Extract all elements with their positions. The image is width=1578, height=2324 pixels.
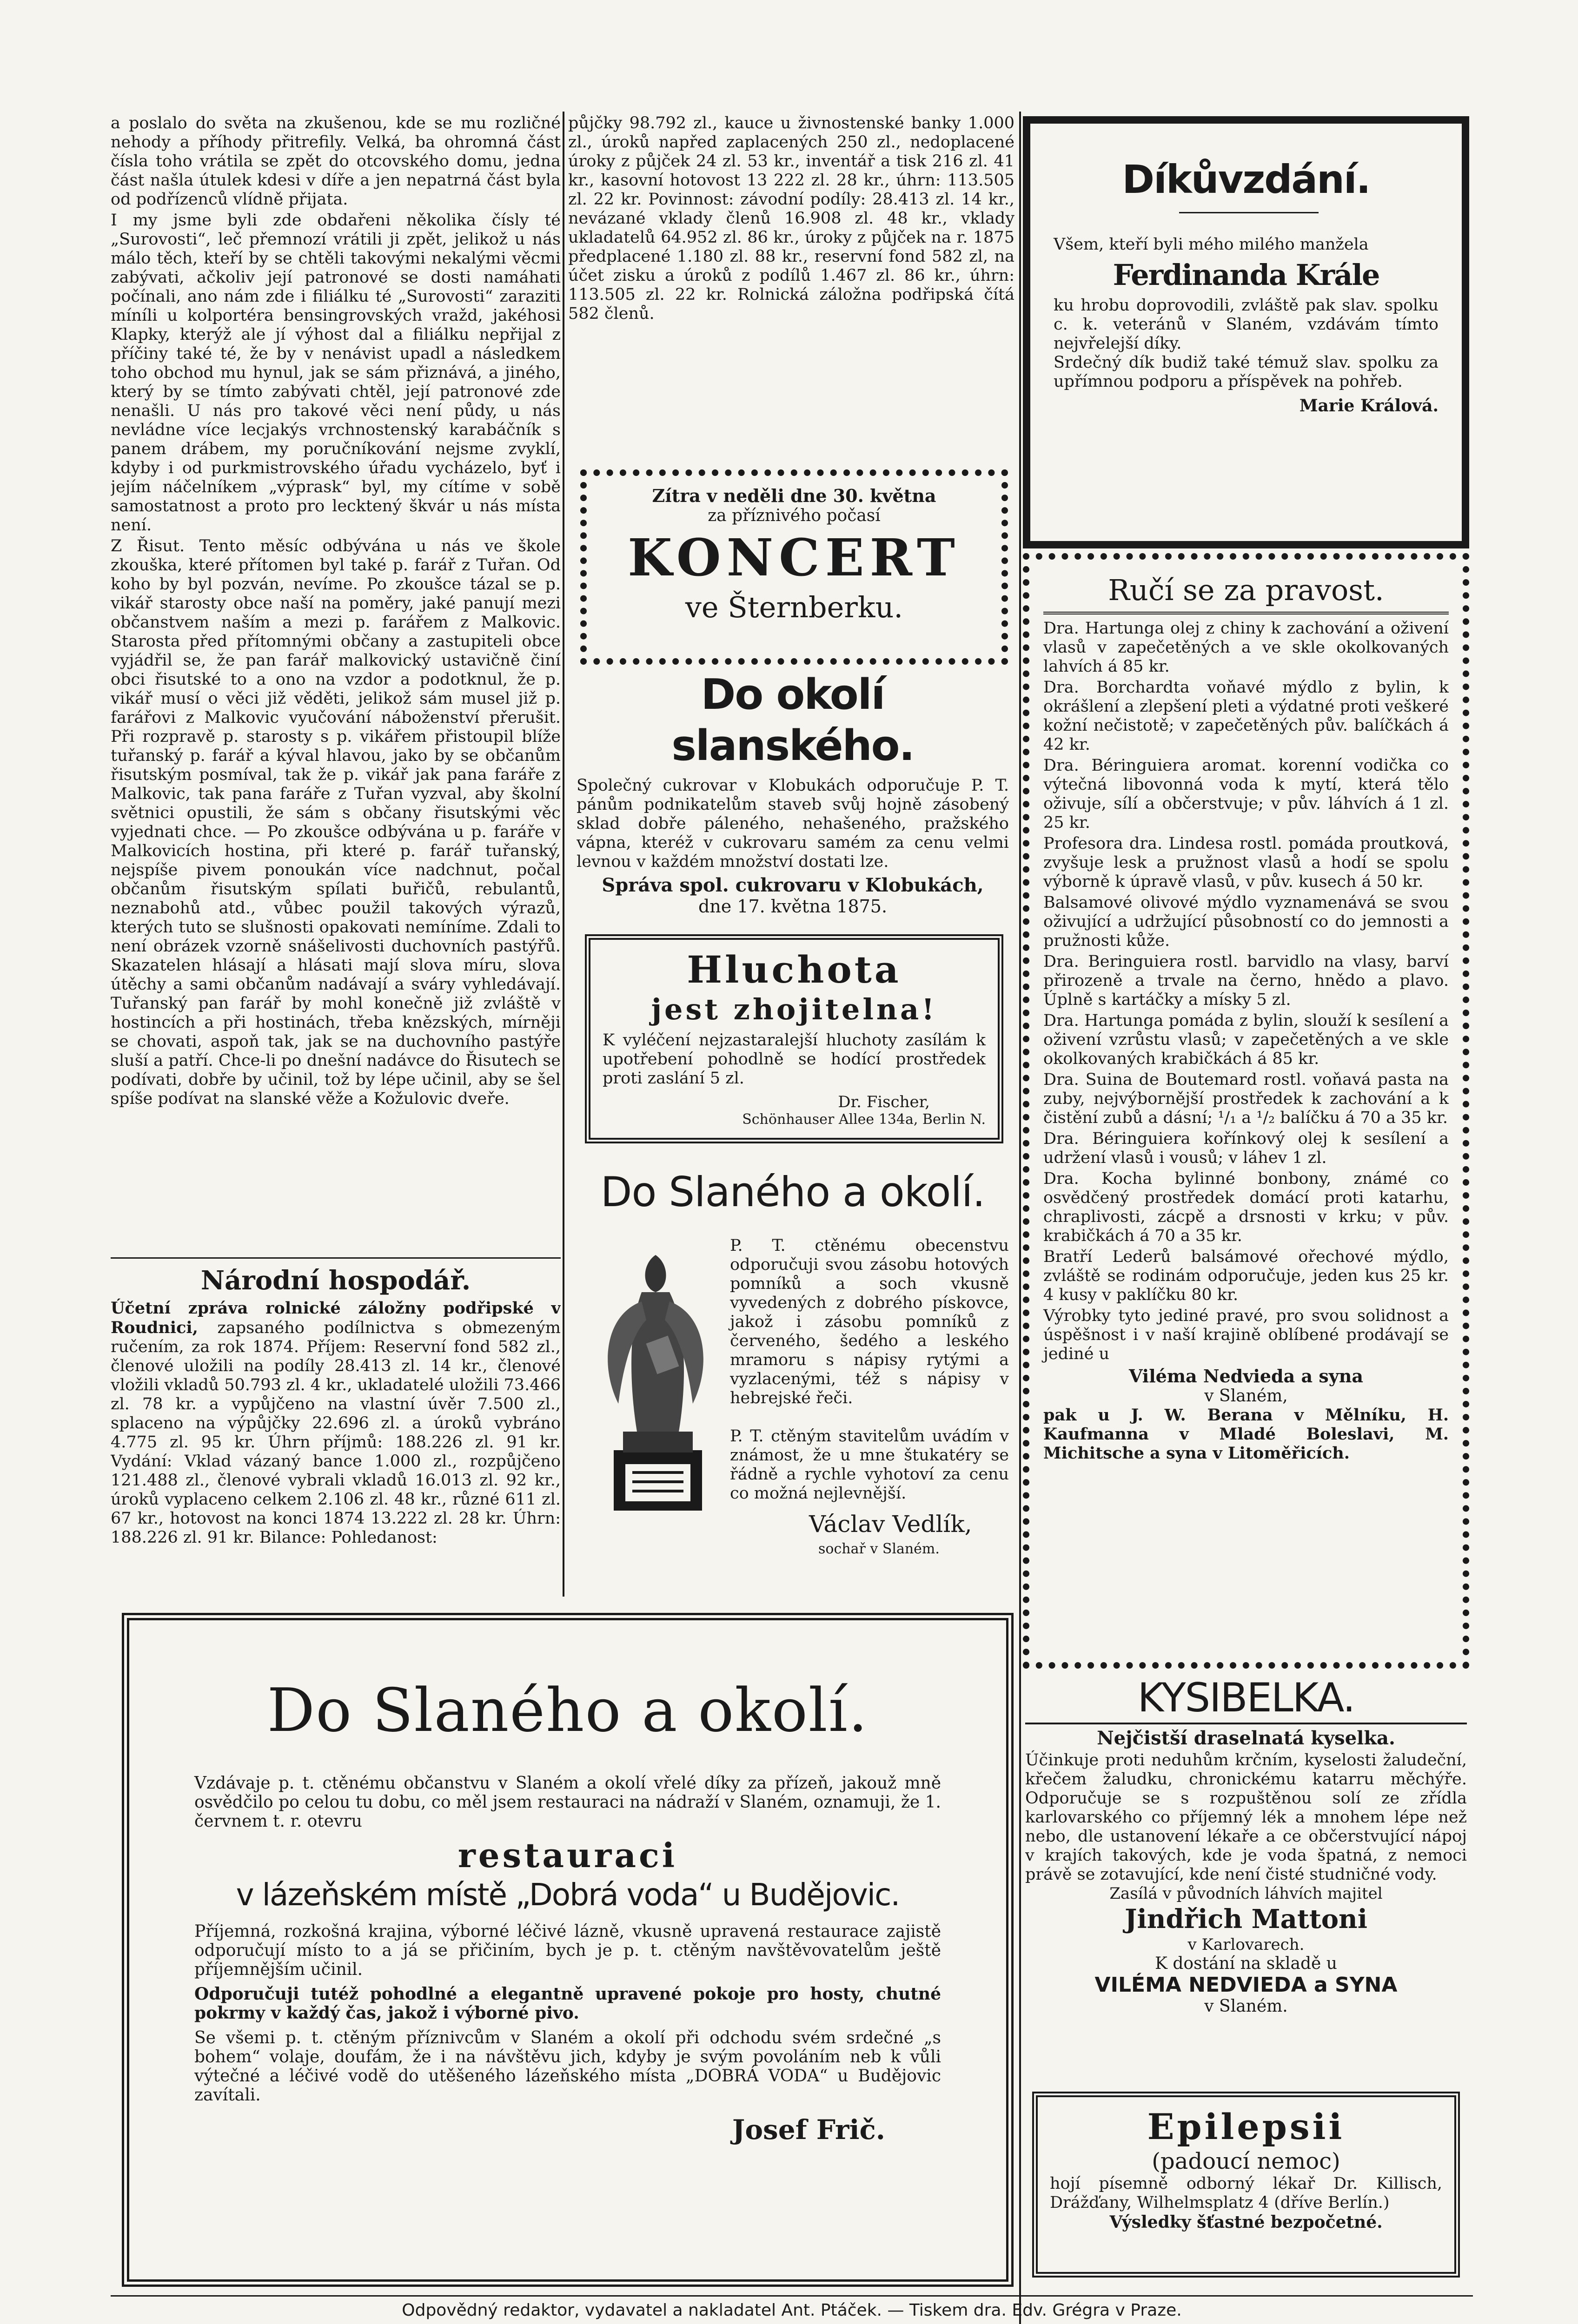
economy-report-continued: půjčky 98.792 zl., kauce u živnostenské banky 1.000 zl., úroků napřed zaplacených 250 zl., nedoplacené úroky z půjček 24 zl. 53 kr., inventář a tisk 216 zl. 41 kr., kasovní hotovost 13 222 zl. 28 kr., úhrn: 113.505 zl. 22 kr. Povinnost: závodní podíly: 28.413 zl. 14 kr., nevázané vklady členů 16.908 zl. 48 kr., vklady ukladatelů 64.952 zl. 86 kr., úroky z půjček na r. 1875 předplacené 1.180 zl. 88 kr., reservní fond 582 zl, na účet zisku a úroků z podílů 1.467 zl. 86 kr., úhrn: 113.505 zl. 22 kr. Rolnická záložna podřipská čítá 582 členů.	[568, 114, 1014, 323]
footer-imprint: Odpovědný redaktor, vydavatel a nakladatel Ant. Ptáček. — Tiskem dra. Edv. Grégra v Praze.	[402, 2301, 1182, 2320]
thanks-text-3: Srdečný dík budiž také témuž slav. spolku za upřímnou podporu a příspěvek na pohřeb.	[1054, 353, 1439, 391]
restaurant-word: restauraci	[457, 1835, 678, 1875]
epilepsy-title: Epilepsii	[1147, 2106, 1345, 2147]
thanks-rule	[1179, 212, 1319, 213]
thanks-text-1: Všem, kteří byli mého milého manžela	[1054, 235, 1369, 254]
paragraph-intro: a poslalo do světa na zkušenou, kde se mu rozličné nehody a příhody přitrefily. Velká, ba ohromná část čísla toho vrátila se zpět do otcovského domu, jedna část našla útulek kdesi v díře a jen nepatrná část byla od podřízenců vlídně přijata.	[111, 114, 561, 209]
sculptor-title: Do Slaného a okolí.	[600, 1168, 985, 1216]
concert-place: ve Šternberku.	[685, 590, 903, 624]
column-1	[111, 114, 561, 1267]
sculptor-role: sochař v Slaném.	[818, 1541, 940, 1557]
paragraph-surovost: I my jsme byli zde obdařeni několika čísly té „Surovosti“, leč přemnozí vrátili ji zpět, jelikož u nás málo těch, kteří by se chtěli takovými nekalými věcmi zabývati, ačkoliv její patronové se dosti namáhati počínali, ano nám zde i filiálku té „Surovosti“ zaraziti míníli u kolportéra bensingrovských vražd, jakéhosi Klapky, kterýž ale jí výhost dal a filiálku nepřijal z příčiny také té, že by v nenávist upadl a následkem toho obchod mu hynul, jak se sám přiznává, a jiného, který by se tímto zabývati chtěl, její patronové zde nenašli. U nás pro takové věci není půdy, u nás nevládne více lecjakýs vrchnostenský karabáčník s panem drábem, my poručníkování nejsme zvyklí, kdyby i od purkmistrovského úřadu vycházelo, byť i jejím náčelníkem „výprask“ byl, my cítíme v sobě samostatnost a proto pro lecktený škvár u nás místa není.	[111, 211, 561, 535]
concert-date: Zítra v neděli dne 30. května	[652, 485, 936, 506]
kysibelka-seller-town: v Slaném.	[1204, 1997, 1288, 2016]
section-rule	[111, 1257, 561, 1259]
paragraph-risut: Z Řisut. Tento měsíc odbývána u nás ve škole zkouška, které přítomen byl také p. farář z Tuřan. Od koho by byl pozván, nevíme. Po zkoušce tázal se p. vikář starosty obce naší na poměry, jaké panují mezi občanstvem naším a mezi p. farářem z Malkovic. Starosta před přítomnými občany a zastupiteli obce vyjádřil se, že pan farář malkovický ustavičně činí obci řisutské to a ono na vzdor a podotknul, že p. vikář musí o věci již věděti, jelikož sám musel již p. farářovi z Malkovic vyučování náboženství přerušit. Při rozpravě p. starosty s p. vikářem přistoupil blíže tuřanský p. farář a kýval hlavou, jako by se občanům řisutským posmíval, tak že p. vikář jak pana faráře z Malkovic, tak pana faráře z Tuřan vyzval, aby školní světnici opustili, že sám s občany řisutskými věc vyjednati chce. — Po zkoušce odbývána u p. faráře v Malkovicích hostina, při které p. farář tuřanský, nejspíše pivem ponoukán více nadchnut, počal občanům řisutským spílati buřičů, rebulantů, neznabohů atd., vůbec použil takových výrazů, kterých tuto se slušnosti opakovati nemíníme. Zdali to není obrázek vzorně snášelivosti duchovních pastýřů. Skazatelen hlásají a hlásati mají slova míru, slova útěchy a sami občanům nadávají a sváry vyhledávají. Tuřanský pan farář by mohl konečně již zvláště v hostincích a při hostinách, třeba knězských, mírněji se chovati, aspoň tak, jak se na duchovního pastýře sluší a patří. Chce-li po dnešní nadávce do Řisutech se podívati, dobře by učinil, tož by lépe učinil, aby se šel spíše podívat na slanské věže a Kožulovic dveře.	[111, 537, 561, 1108]
concert-title: KONCERT	[628, 528, 961, 588]
sugar-factory-sign: Správa spol. cukrovaru v Klobukách,	[602, 874, 984, 896]
kysibelka-seller: VILÉMA NEDVIEDA a SYNA	[1094, 1973, 1398, 1997]
concert-weather: za příznivého počasí	[708, 506, 881, 525]
thanks-sign: Marie Králová.	[1299, 396, 1439, 416]
thanks-ad	[1023, 116, 1469, 548]
sugar-factory-date: dne 17. května 1875.	[698, 896, 888, 917]
kysibelka-title: KYSIBELKA.	[1137, 1675, 1355, 1721]
footer-rule	[111, 2295, 1473, 2297]
product-item: Dra. Hartunga olej z chiny k zachování a oživení vlasů v zapečetěných a ve skle okolkovaných lahvích á 85 kr.	[1043, 619, 1449, 676]
hearing-subtitle: jest zhojitelna!	[651, 992, 937, 1026]
kysibelka-subtitle: Nejčistší draselnatá kyselka.	[1025, 1723, 1467, 1749]
restaurant-sign: Josef Frič.	[732, 2114, 885, 2146]
kysibelka-ad	[1025, 1673, 1467, 2082]
hearing-address: Schönhauser Allee 134a, Berlin N.	[742, 1111, 986, 1128]
product-item: Bratří Lederů balsámové ořechové mýdlo, zvláště se rodinám odporučuje, jeden kus 25 kr. 4 kusy v paklíčku 80 kr.	[1043, 1248, 1449, 1304]
angel-statue-image	[586, 1236, 725, 1515]
restaurant-ad	[122, 1613, 1014, 2287]
restaurant-text-3: Odporučuji tutéž pohodlné a elegantně upravené pokoje pro hosty, chutné pokrmy v každý čas, jakož i výborné pivo.	[194, 1984, 941, 2023]
sculptor-text-2: P. T. ctěným stavitelům uvádím v známost, že u mne štukatéry se řádně a rychle vyhotoví za cenu co možná nejlevnější.	[730, 1427, 1009, 1503]
authenticity-outro: Výrobky tyto jediné pravé, pro svou solidnost a úspěšnost i v naší krajině oblíbené prodávají se jediné u	[1043, 1307, 1449, 1363]
sugar-factory-ad	[577, 669, 1009, 930]
column-1-text	[111, 114, 561, 1109]
kysibelka-owner: Jindřich Mattoni	[1124, 1904, 1368, 1934]
sculptor-text-1: P. T. ctěnému obecenstvu odporučuji svou zásobu hotových pomníků a soch vkusně vyvedených z dobrého pískovce, jakož i zásobu pomníků z červeného, šedého a leského mramoru s nápisy rytými a vyzlacenými, též s nápisy v hebrejské řeči.	[730, 1236, 1009, 1407]
kysibelka-stock: K dostání na skladě u	[1155, 1954, 1337, 1973]
kysibelka-source: Zasílá v původních láhvích majitel	[1109, 1884, 1383, 1903]
economy-section	[111, 1264, 561, 1599]
product-item: Dra. Borchardta voňavé mýdlo z bylin, k okrášlení a zlepšení pleti a výdatné proti veškeré kožní nečistotě; v zapečetěných pův. balíčkách á 42 kr.	[1043, 678, 1449, 754]
hearing-ad	[585, 934, 1003, 1143]
restaurant-title: Do Slaného a okolí.	[267, 1676, 869, 1745]
product-item: Dra. Béringuiera kořínkový olej k sesílení a udržení vlasů i vousů; v láhev 1 zl.	[1043, 1129, 1449, 1167]
epilepsy-subtitle: (padoucí nemoc)	[1152, 2148, 1340, 2174]
thanks-text-2: ku hrobu doprovodili, zvláště pak slav. spolku c. k. veteránů v Slaném, vzdávám tímto nejvřelejší díky.	[1054, 296, 1439, 353]
sculptor-name: Václav Vedlík,	[809, 1511, 972, 1538]
product-item: Balsamové olivové mýdlo vyznamenává se svou oživující a udržující působností co do jemnosti a pružnosti kůže.	[1043, 893, 1449, 950]
authenticity-items	[1043, 619, 1449, 1364]
economy-report-text: zapsaného podílnictva s obmezeným ručením, za rok 1874. Příjem: Reservní fond 582 zl., členové uložili na podíly 28.413 zl. 14 kr., členové vložili vkladů 50.793 zl. 4 kr., ukladatelé uložili 73.466 zl. 78 kr. a vypůjčeno na vlastní úvěr 7.500 zl., splaceno na výpůjčky 22.696 zl. a úroků vybráno 4.775 zl. 95 kr. Úhrn příjmů: 188.226 zl. 91 kr. Vydání: Vklad vázaný bance 1.000 zl., rozpůjčeno 121.488 zl., členové vybrali vkladů 16.013 zl. 92 kr., úroků vyplaceno celkem 2.106 zl. 48 kr., různé 611 zl. 67 kr., hotovost na konci 1874 13.222 zl. 28 kr. Úhrn: 188.226 zl. 91 kr. Bilance: Pohledanost:	[111, 1319, 561, 1547]
sculptor-ad	[577, 1167, 1009, 1594]
column-divider-2	[1019, 112, 1021, 2324]
product-item: Dra. Suina de Boutemard rostl. voňavá pasta na zuby, nejvýbornější prostředek k zachování a k čistění zubů a dásní; ¹/₁ a ¹/₂ balíčku á 70 a 35 kr.	[1043, 1070, 1449, 1127]
authenticity-title: Ručí se za pravost.	[1043, 572, 1449, 614]
authenticity-seller: Viléma Nedvieda a syna	[1128, 1366, 1364, 1386]
column-divider-1	[563, 112, 564, 1597]
sugar-factory-text: Společný cukrovar v Klobukách odporučuje P. T. pánům podnikatelům staveb svůj hojně zásobený sklad dobře páleného, nehašeného, pražského vápna, kteréž v cukrovaru samém za cenu velmi levnou v každém množství dostati lze.	[577, 776, 1009, 871]
product-item: Dra. Kocha bylinné bonbony, známé co osvědčený prostředek domácí proti katarhu, chraplivosti, zácpě a drsnosti v krku; v pův. krabičkách á 70 a 35 kr.	[1043, 1169, 1449, 1245]
authenticity-seller-town: v Slaném,	[1204, 1386, 1288, 1406]
column-2	[568, 114, 1014, 444]
restaurant-text-2: Příjemná, rozkošná krajina, výborné léčivé lázně, vkusně upravená restaurace zajistě odporučují místo to a já se přičiním, bych je p. t. ctěným navštěvovatelům ještě příjemnějším učinil.	[194, 1922, 941, 1979]
deceased-name: Ferdinanda Krále	[1113, 258, 1379, 292]
restaurant-text-4: Se všemi p. t. ctěným příznivcům v Slaném a okolí při odchodu svém srdečné „s bohem“ volaje, doufám, že i na návštěvu jich, kdyby je svým povoláním neb k vůli výtečné a léčivé vodě do utěšeného lázeňského místa „DOBRÁ VODA“ u Budějovic zavítali.	[194, 2028, 941, 2105]
hearing-text: K vyléčení nejzastaralejší hluchoty zasílám k upotřebení pohodlně se hodící prostředek proti zaslání 5 zl.	[603, 1031, 986, 1088]
authenticity-others: pak u J. W. Berana v Mělníku, H. Kaufmanna v Mladé Boleslavi, M. Michitsche a syna v Litoměřicích.	[1043, 1406, 1449, 1463]
concert-ad	[580, 469, 1008, 665]
epilepsy-result: Výsledky šťastné bezpočetné.	[1109, 2212, 1383, 2232]
authenticity-ad	[1023, 553, 1469, 1669]
thanks-title: Díkůvzdání.	[1122, 157, 1370, 202]
economy-section-title: Národní hospodář.	[200, 1265, 471, 1296]
hearing-doctor: Dr. Fischer,	[838, 1093, 930, 1111]
product-item: Profesora dra. Lindesa rostl. pomáda proutková, zvyšuje lesk a pružnost vlasů a hodí se spolu výborně k úpravě vlasů, v pův. kusech á 50 kr.	[1043, 834, 1449, 891]
kysibelka-owner-town: v Karlovarech.	[1187, 1935, 1305, 1954]
epilepsy-ad	[1032, 2092, 1460, 2278]
epilepsy-text: hojí písemně odborný lékař Dr. Killisch, Drážďany, Wilhelmsplatz 4 (dříve Berlín.)	[1050, 2174, 1442, 2212]
sugar-factory-title: Do okolí slanského.	[671, 670, 914, 770]
hearing-title: Hluchota	[687, 948, 902, 991]
kysibelka-text: Účinkuje proti neduhům krčním, kyselosti žaludeční, křečem žaludku, chronickému katarru měchýře. Odporučuje se s rozpuštěnou solí ze zřídla karlovarského co příjemný lék a mnohem lépe než nebo, dle ustanovení lékaře a ce občerstvující nápoj v krajích takových, kde je voda špatná, z nemoci právě se zotavující, kde není čisté studničné vody.	[1025, 1751, 1467, 1884]
product-item: Dra. Beringuiera rostl. barvidlo na vlasy, barví přirozeně a trvale na černo, hnědo a plavo. Úplně s kartáčky a mísky 5 zl.	[1043, 952, 1449, 1009]
product-item: Dra. Hartunga pomáda z bylin, slouží k sesílení a oživení vzrůstu vlasů; v zapečetěných a ve skle okolkovaných krabičkách á 85 kr.	[1043, 1011, 1449, 1068]
restaurant-text-1: Vzdávaje p. t. ctěnému občanstvu v Slaném a okolí vřelé díky za přízeň, jakouž mně osvědčilo po celou tu dobu, co měl jsem restauraci na nádraží v Slaném, oznamuji, že 1. červnem t. r. otevru	[194, 1774, 941, 1831]
economy-report-heading: Účetní zpráva rolnické záložny podřipské v Roudnici,	[111, 1299, 561, 1337]
product-item: Dra. Béringuiera aromat. korenní vodička co výtečná libovonná voda k mytí, která tělo oživuje, sílí a občerstvuje; v pův. láhvích á 1 zl. 25 kr.	[1043, 756, 1449, 832]
restaurant-place: v lázeňském místě „Dobrá voda“ u Budějovic.	[236, 1877, 900, 1913]
